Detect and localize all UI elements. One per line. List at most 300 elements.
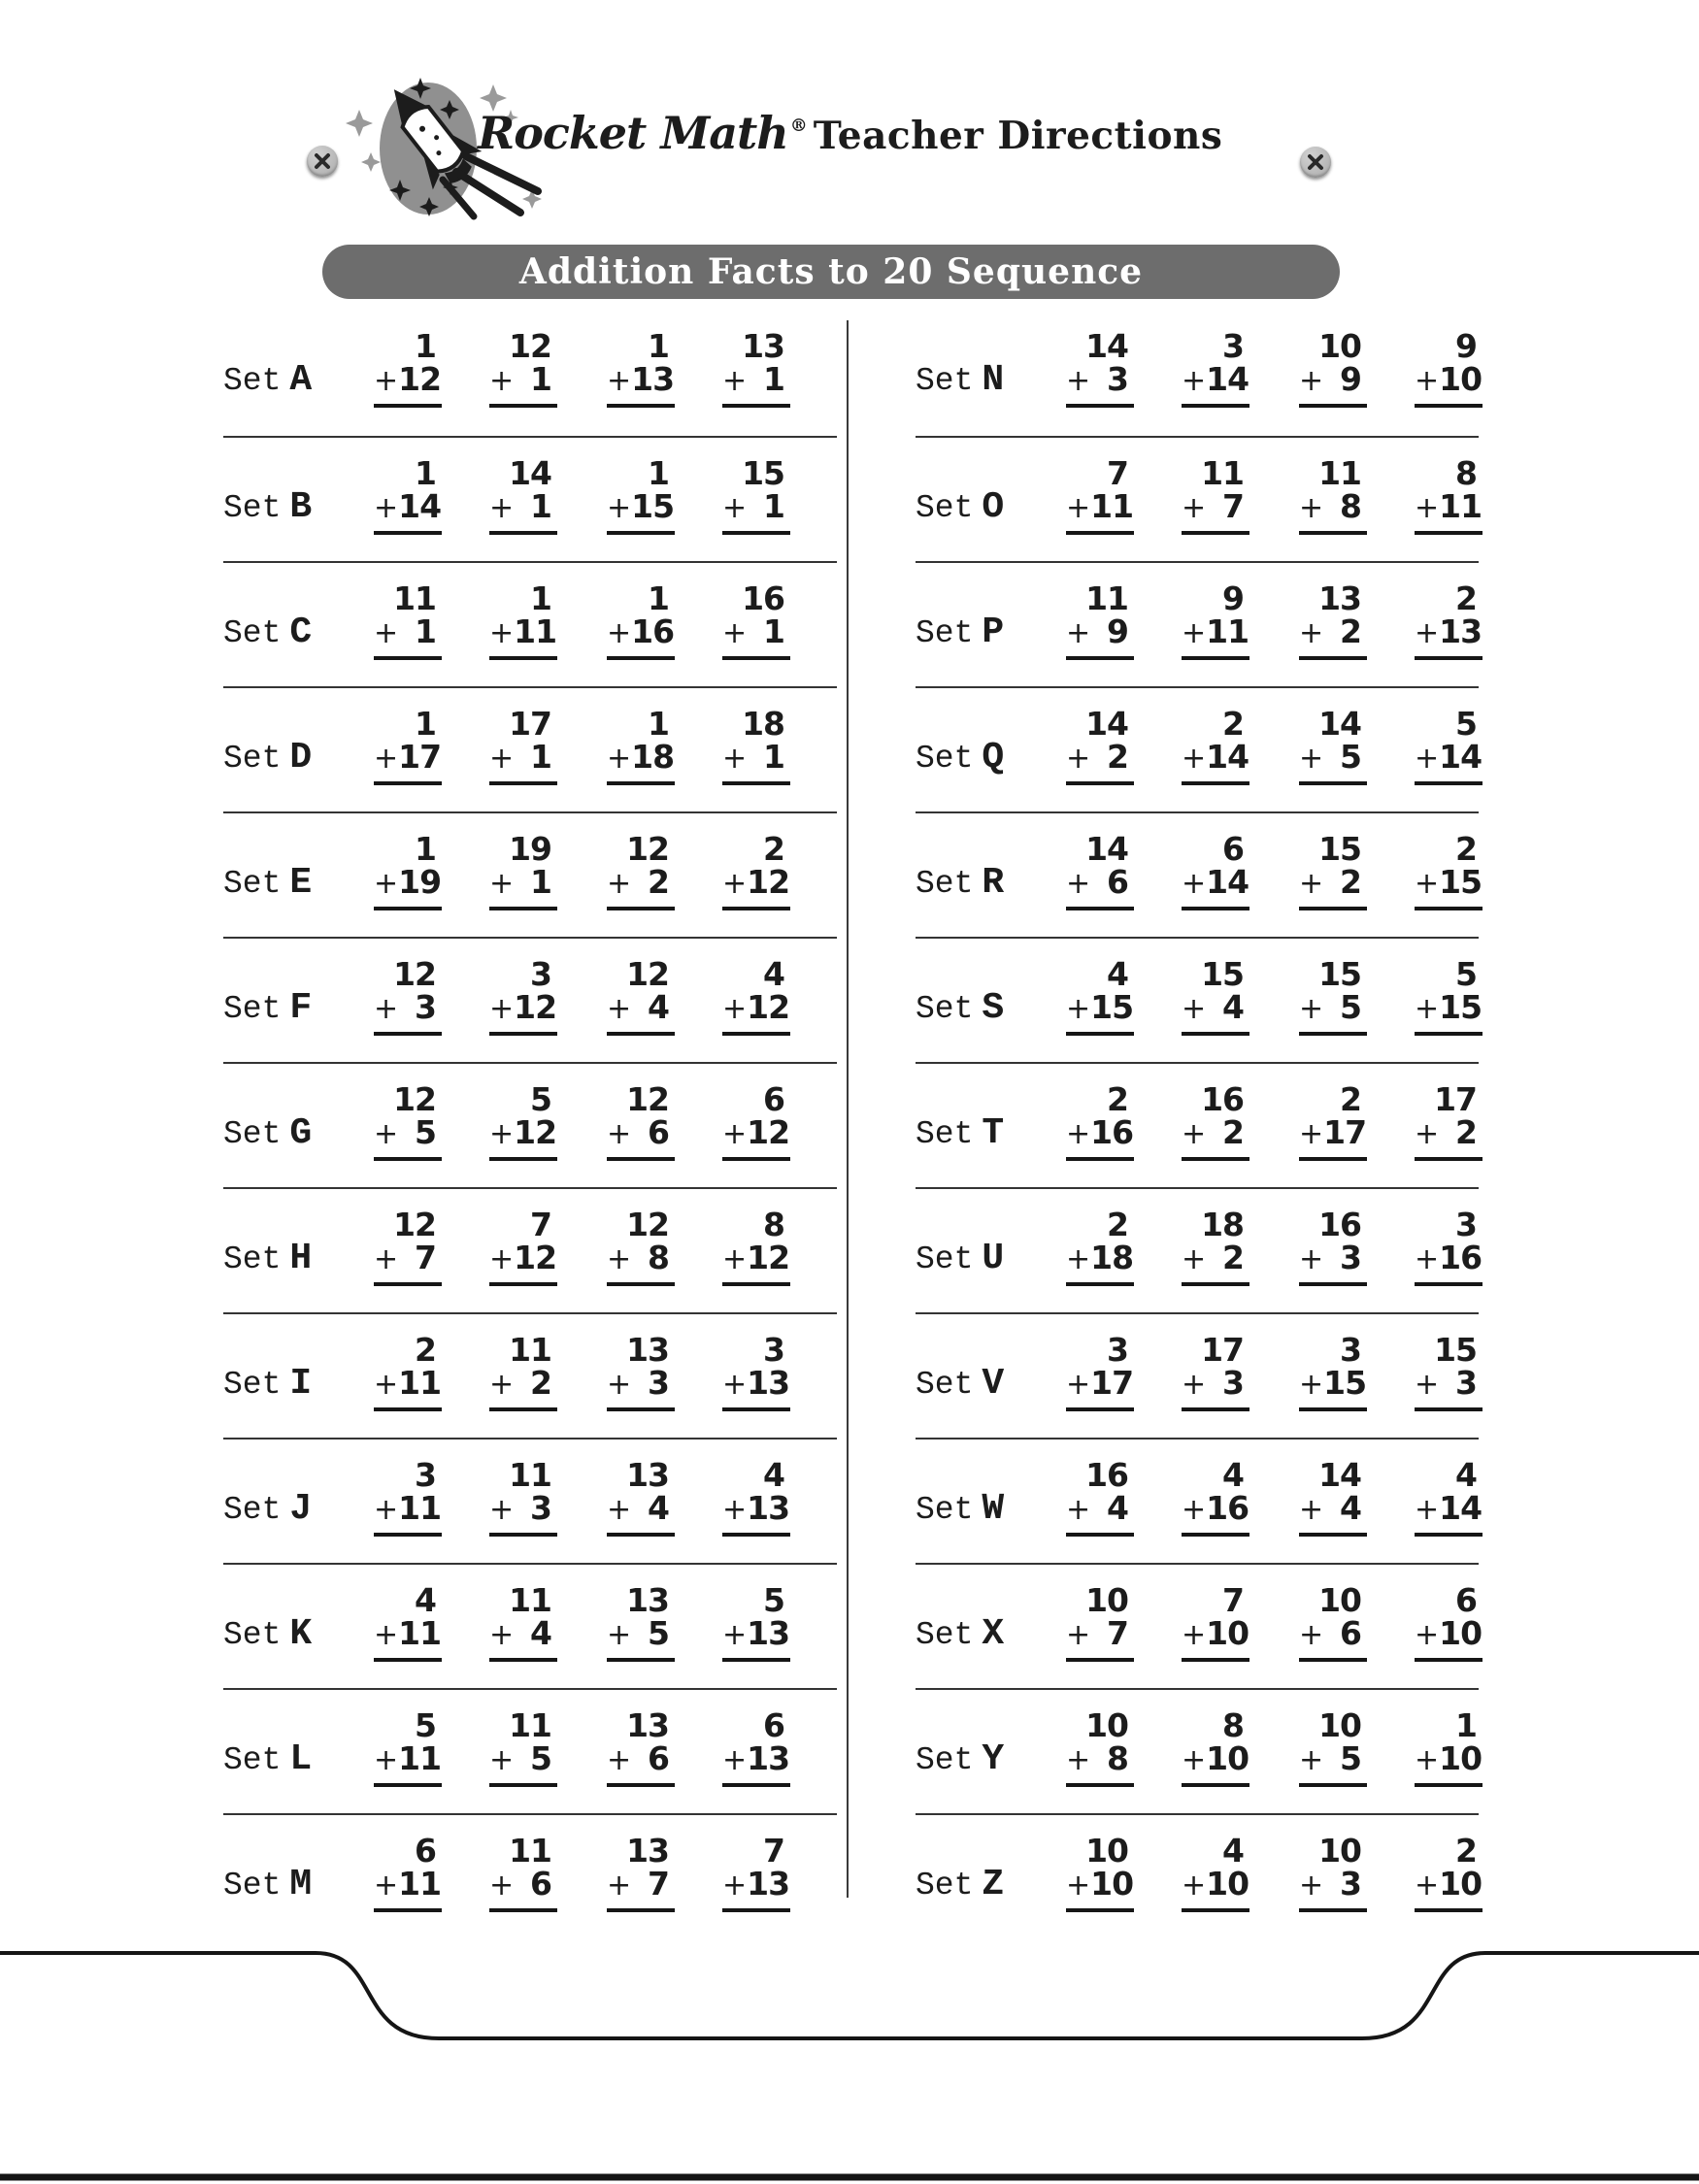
problem-top: 16 [1318,1206,1361,1243]
problem [607,705,675,785]
problem-top: 3 [1455,1206,1477,1243]
problem-top: 1 [530,579,551,617]
problem-bottom: 12 [747,863,790,901]
plus-sign: + [1415,1493,1440,1527]
banner-title: Addition Facts to 20 Sequence [322,245,1340,299]
problem-top: 16 [1201,1080,1244,1118]
problem-bottom: 17 [1323,1113,1367,1151]
set-word: Set [916,1742,974,1778]
plus-sign: + [374,742,399,776]
problem [1415,955,1482,1036]
problem [374,1456,442,1537]
plus-sign: + [489,1242,515,1276]
plus-sign: + [1182,1869,1207,1903]
set-label [916,1363,1004,1405]
plus-sign: + [374,992,399,1026]
set-word: Set [916,1367,974,1403]
plus-sign: + [1066,1618,1091,1652]
problem-bottom: 10 [1206,1865,1249,1903]
plus-sign: + [1066,616,1091,650]
plus-sign: + [374,867,399,901]
problem-bottom: 11 [398,1614,442,1652]
problem-bottom: 11 [514,612,557,650]
plus-sign: + [1299,1493,1324,1527]
plus-sign: + [1299,1117,1324,1151]
plus-sign: + [607,364,632,398]
problem-bottom: 1 [763,360,784,398]
problem-top: 11 [1318,454,1361,492]
set-row [223,561,837,686]
problem [1066,1208,1134,1286]
problem-top: 6 [763,1080,784,1118]
plus-sign: + [1066,1493,1091,1527]
plus-sign: + [1415,364,1440,398]
problem-bottom: 5 [1340,738,1361,776]
problem-top: 11 [509,1331,551,1369]
set-label [916,1738,1004,1780]
plus-sign: + [607,992,632,1026]
problem [374,1706,442,1787]
set-word: Set [223,1367,282,1403]
problem-bottom: 10 [1206,1614,1249,1652]
set-label [916,1864,1004,1905]
problem-bottom: 1 [763,612,784,650]
plus-sign: + [1415,1618,1440,1652]
plus-sign: + [722,616,748,650]
problem-top: 9 [1222,579,1244,617]
problem-top: 14 [1085,327,1128,365]
set-word: Set [223,363,282,399]
plus-sign: + [489,867,515,901]
problem-bottom: 1 [415,612,436,650]
plus-sign: + [1415,742,1440,776]
problem-top: 13 [1318,579,1361,617]
problem-bottom: 2 [1222,1239,1244,1276]
set-letter: P [982,612,1005,653]
problem-top: 15 [1318,830,1361,868]
problem-bottom: 15 [1439,863,1482,901]
plus-sign: + [1066,1242,1091,1276]
set-label [223,1112,312,1154]
problem-bottom: 7 [648,1865,669,1903]
plus-sign: + [489,742,515,776]
screw-icon [307,146,338,177]
problem-bottom: 6 [648,1739,669,1777]
problem-top: 11 [509,1456,551,1494]
plus-sign: + [607,1117,632,1151]
plus-sign: + [607,1493,632,1527]
plus-sign: + [1299,992,1324,1026]
set-word: Set [916,1492,974,1528]
problem-bottom: 6 [648,1113,669,1151]
problem-bottom: 15 [631,487,675,525]
sets-column-left [223,311,837,1938]
plus-sign: + [489,1368,515,1402]
problem-top: 2 [415,1331,436,1369]
problem-bottom: 11 [1439,487,1482,525]
problem-top: 1 [648,705,669,743]
plus-sign: + [607,1618,632,1652]
problem-bottom: 2 [1340,612,1361,650]
set-row [223,311,837,436]
problem-top: 17 [1434,1080,1477,1118]
problem [1182,705,1249,785]
problem-bottom: 13 [747,1489,790,1527]
problem-bottom: 12 [398,360,442,398]
problem-bottom: 4 [1107,1489,1128,1527]
problem [1299,1080,1367,1161]
set-label [916,359,1004,401]
problem-top: 14 [1318,1456,1361,1494]
set-word: Set [223,991,282,1027]
problem [1066,955,1134,1036]
set-letter: A [289,359,313,401]
problem-bottom: 2 [1340,863,1361,901]
problem-bottom: 6 [1340,1614,1361,1652]
plus-sign: + [374,491,399,525]
problem-bottom: 17 [1090,1364,1134,1402]
problem-bottom: 8 [1340,487,1361,525]
problem [374,1331,442,1411]
problem [1182,1208,1249,1286]
problem [722,327,790,408]
problem-top: 4 [763,955,784,993]
plus-sign: + [607,616,632,650]
problem-bottom: 11 [1090,487,1134,525]
problem-bottom: 3 [415,988,436,1026]
problem [489,955,557,1036]
problem-bottom: 13 [747,1364,790,1402]
problem-top: 4 [1107,955,1128,993]
problem-bottom: 7 [1222,487,1244,525]
plus-sign: + [489,1117,515,1151]
plus-sign: + [374,1117,399,1151]
problem [1066,830,1134,910]
problem [1182,1456,1249,1537]
set-word: Set [223,615,282,651]
problem-bottom: 4 [648,988,669,1026]
problem [489,830,557,910]
problem [1299,705,1367,785]
problem [722,1208,790,1286]
problem [607,830,675,910]
set-label [916,486,1004,528]
plus-sign: + [607,1869,632,1903]
problem-bottom: 15 [1323,1364,1367,1402]
problem-top: 2 [1455,1832,1477,1870]
problem-top: 2 [763,830,784,868]
problem-bottom: 14 [1206,738,1249,776]
plus-sign: + [489,616,515,650]
set-label [223,1864,312,1905]
set-label [223,1238,312,1279]
problem-bottom: 4 [530,1614,551,1652]
column-divider [847,320,849,1898]
problem [607,955,675,1036]
registered-mark: ® [789,116,808,136]
problem-top: 15 [742,454,784,492]
problem-bottom: 10 [1439,1739,1482,1777]
problem [722,1832,790,1912]
plus-sign: + [1182,742,1207,776]
problem-bottom: 2 [648,863,669,901]
problem-top: 13 [626,1706,669,1744]
problem [1182,1080,1249,1161]
problem-bottom: 17 [398,738,442,776]
problem-top: 12 [626,1206,669,1243]
plus-sign: + [1415,1242,1440,1276]
plus-sign: + [1299,742,1324,776]
problem-top: 12 [626,955,669,993]
problem-bottom: 10 [1439,360,1482,398]
problem [1415,1080,1482,1161]
plus-sign: + [722,867,748,901]
problem [607,327,675,408]
problem-bottom: 5 [530,1739,551,1777]
problem-top: 16 [742,579,784,617]
problem-top: 12 [393,1206,436,1243]
plus-sign: + [1299,867,1324,901]
problem [489,327,557,408]
set-letter: D [289,737,313,778]
plus-sign: + [489,1618,515,1652]
set-letter: H [289,1238,313,1279]
plus-sign: + [1182,616,1207,650]
set-row [223,686,837,811]
problem [1299,1208,1367,1286]
problem-top: 12 [393,955,436,993]
plus-sign: + [1299,616,1324,650]
set-row [223,1563,837,1688]
plus-sign: + [722,1368,748,1402]
sets-column-right [916,311,1482,1938]
problem-bottom: 5 [648,1614,669,1652]
problem [1066,1080,1134,1161]
problem-top: 10 [1085,1706,1128,1744]
problem-bottom: 14 [1206,863,1249,901]
problem-bottom: 10 [1439,1865,1482,1903]
plus-sign: + [607,1368,632,1402]
set-word: Set [916,1868,974,1903]
set-row [223,811,837,937]
problem [1066,705,1134,785]
problem [1299,1706,1367,1787]
plus-sign: + [1415,992,1440,1026]
plus-sign: + [1299,1618,1324,1652]
problem-top: 4 [763,1456,784,1494]
problem-bottom: 4 [648,1489,669,1527]
problem-top: 6 [415,1832,436,1870]
problem-bottom: 14 [398,487,442,525]
set-row [916,1438,1482,1563]
set-row [916,1813,1482,1938]
plus-sign: + [489,1869,515,1903]
problem-top: 1 [648,454,669,492]
problem-top: 14 [509,454,551,492]
problem-bottom: 12 [514,1239,557,1276]
plus-sign: + [374,1368,399,1402]
plus-sign: + [374,1242,399,1276]
problem-top: 10 [1318,327,1361,365]
page-title [478,107,1222,159]
title-text: Teacher Directions [813,114,1223,158]
problem [489,579,557,660]
problem-top: 10 [1318,1832,1361,1870]
problem-top: 4 [1455,1456,1477,1494]
problem-top: 3 [1340,1331,1361,1369]
problem-top: 12 [509,327,551,365]
set-row [223,1688,837,1813]
set-label [916,1488,1004,1530]
set-word: Set [916,741,974,777]
problem [722,830,790,910]
problem [489,1832,557,1912]
problem [607,1832,675,1912]
problem-top: 14 [1318,705,1361,743]
set-letter: U [982,1238,1005,1279]
set-label [223,486,312,528]
set-letter: F [289,987,313,1029]
problem-bottom: 8 [648,1239,669,1276]
problem-bottom: 12 [514,988,557,1026]
problem-top: 12 [393,1080,436,1118]
set-row [223,1062,837,1187]
plus-sign: + [1066,742,1091,776]
set-letter: Y [982,1738,1005,1780]
problem-top: 2 [1455,830,1477,868]
problem [607,454,675,535]
problem [1299,579,1367,660]
problem-top: 2 [1222,705,1244,743]
problem [1066,579,1134,660]
plus-sign: + [1066,992,1091,1026]
problem-top: 6 [763,1706,784,1744]
problem-bottom: 1 [530,487,551,525]
set-letter: S [982,987,1005,1029]
problem-bottom: 14 [1439,1489,1482,1527]
problem-bottom: 5 [1340,988,1361,1026]
problem-top: 7 [530,1206,551,1243]
problem [1415,705,1482,785]
set-row [223,1312,837,1438]
set-row [223,1813,837,1938]
plus-sign: + [1066,1117,1091,1151]
set-row [916,1688,1482,1813]
problem [1415,327,1482,408]
problem [489,1456,557,1537]
problem [1066,327,1134,408]
problem-bottom: 4 [1340,1489,1361,1527]
problem-bottom: 13 [747,1739,790,1777]
problem-bottom: 13 [747,1865,790,1903]
plus-sign: + [1182,1618,1207,1652]
plus-sign: + [374,1743,399,1777]
problem-bottom: 19 [398,863,442,901]
plus-sign: + [1182,364,1207,398]
problem [374,705,442,785]
problem [722,1331,790,1411]
problem-bottom: 9 [1107,612,1128,650]
set-row [916,436,1482,561]
set-label [223,987,312,1029]
problem [722,1456,790,1537]
problem [607,1456,675,1537]
problem-bottom: 13 [1439,612,1482,650]
problem-bottom: 11 [398,1489,442,1527]
plus-sign: + [1066,1869,1091,1903]
problem-top: 3 [530,955,551,993]
problem [1066,1581,1134,1662]
problem [722,1581,790,1662]
problem [374,454,442,535]
plus-sign: + [1415,1117,1440,1151]
problem-top: 9 [1455,327,1477,365]
plus-sign: + [1299,1368,1324,1402]
plus-sign: + [1182,1368,1207,1402]
problem-bottom: 15 [1439,988,1482,1026]
problem [607,1581,675,1662]
problem-top: 6 [1455,1581,1477,1619]
plus-sign: + [1415,1869,1440,1903]
set-word: Set [223,1617,282,1653]
problem [489,705,557,785]
set-letter: K [289,1613,313,1655]
plus-sign: + [1182,1743,1207,1777]
problem-top: 1 [415,705,436,743]
problem-top: 4 [1222,1456,1244,1494]
problem-top: 11 [1085,579,1128,617]
problem-top: 11 [509,1706,551,1744]
problem-top: 13 [626,1456,669,1494]
problem [374,830,442,910]
problem [722,955,790,1036]
problem-top: 4 [415,1581,436,1619]
problem [374,579,442,660]
plus-sign: + [722,1869,748,1903]
problem [489,1581,557,1662]
set-word: Set [916,866,974,902]
problem-top: 5 [1455,705,1477,743]
problem-bottom: 1 [763,487,784,525]
set-letter: W [982,1488,1005,1530]
plus-sign: + [374,616,399,650]
bottom-tab-outline [0,1932,1699,2184]
problem-bottom: 7 [415,1239,436,1276]
problem [1415,830,1482,910]
problem-bottom: 1 [530,738,551,776]
problem [489,1331,557,1411]
problem-top: 11 [509,1832,551,1870]
problem-bottom: 3 [1455,1364,1477,1402]
problem-top: 13 [626,1832,669,1870]
problem-top: 15 [1201,955,1244,993]
plus-sign: + [722,742,748,776]
problem [374,1581,442,1662]
plus-sign: + [1066,364,1091,398]
problem [722,579,790,660]
set-letter: B [289,486,313,528]
problem-bottom: 16 [1206,1489,1249,1527]
problem-bottom: 12 [747,1239,790,1276]
problem-bottom: 12 [747,1113,790,1151]
plus-sign: + [722,1117,748,1151]
problem-bottom: 14 [1206,360,1249,398]
set-letter: C [289,612,313,653]
problem [1415,579,1482,660]
set-word: Set [223,1868,282,1903]
problem-top: 8 [1455,454,1477,492]
problem-bottom: 4 [1222,988,1244,1026]
